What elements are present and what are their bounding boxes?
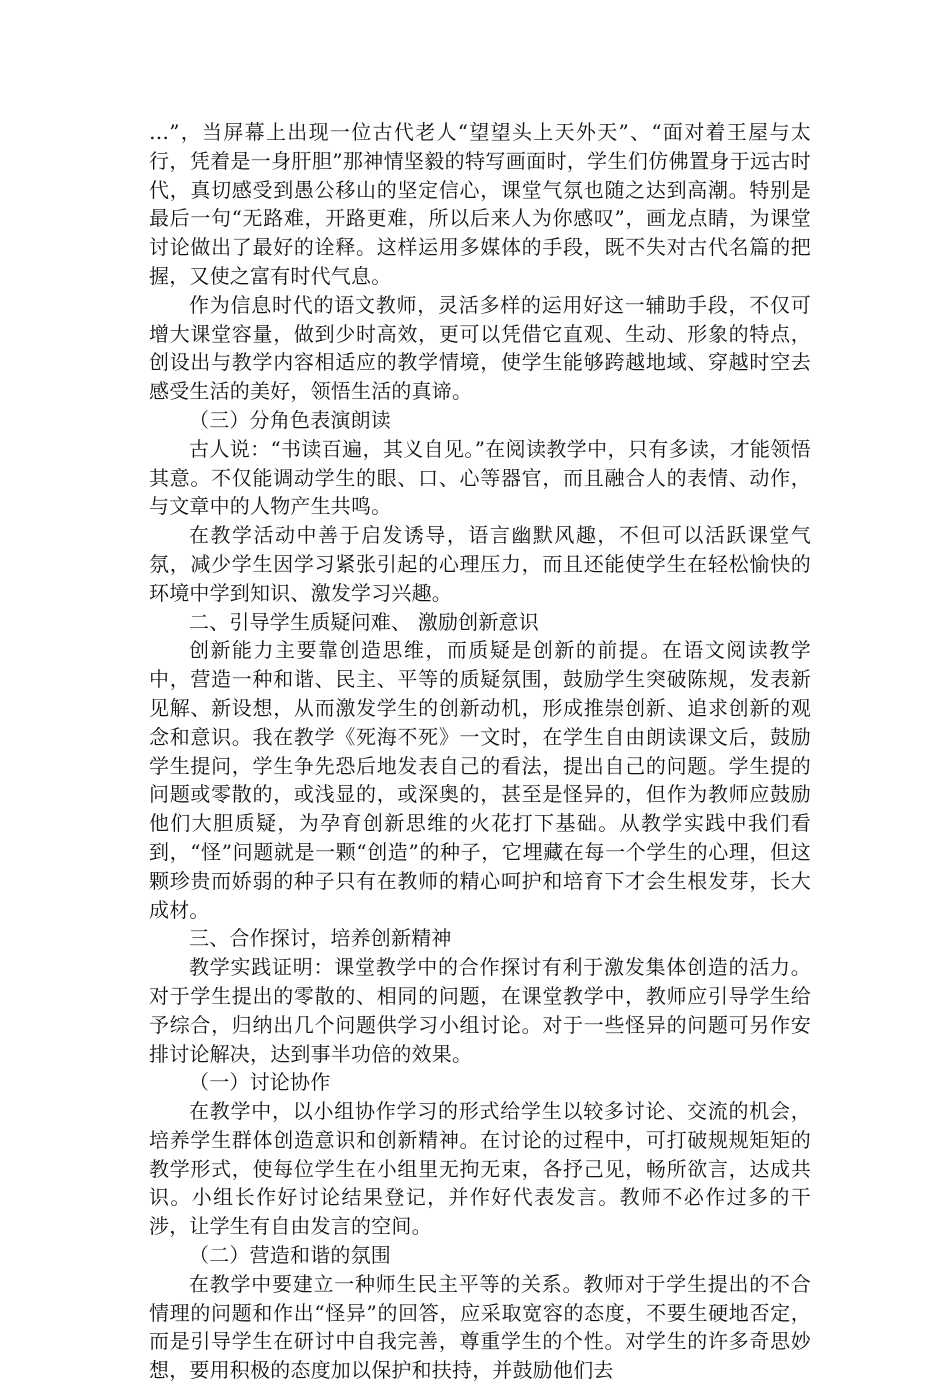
section-heading: 三、合作探讨，培养创新精神: [189, 926, 452, 951]
paragraph: 作为信息时代的语文教师，灵活多样的运用好这一辅助手段，不仅可增大课堂容量，做到少时高效，更可以凭借它直观、生动、形象的特点，创设出与教学内容相适应的教学情境，使学生能够跨越地域、穿越时空去感受生活的美好，领悟生活的真谛。: [149, 292, 811, 404]
section-subheading: （二）营造和谐的氛围: [189, 1243, 391, 1268]
paragraph: 教学实践证明：课堂教学中的合作探讨有利于激发集体创造的活力。对于学生提出的零散的、相同的问题，在课堂教学中，教师应引导学生给予综合，归纳出几个问题供学习小组讨论。对于一些怪异的问题可另作安排讨论解决，达到事半功倍的效果。: [149, 955, 811, 1066]
paragraph: 在教学中要建立一种师生民主平等的关系。教师对于学生提出的不合情理的问题和作出“怪异”的回答，应采取宽容的态度，不要生硬地否定，而是引导学生在研讨中自我完善，尊重学生的个性。对学生的许多奇思妙想，要用积极的态度加以保护和扶持，并鼓励他们去: [149, 1271, 811, 1383]
paragraph: 创新能力主要靠创造思维，而质疑是创新的前提。在语文阅读教学中，营造一种和谐、民主、平等的质疑氛围，鼓励学生突破陈规，发表新见解、新设想，从而激发学生的创新动机，形成推崇创新、追求创新的观念和意识。我在教学《死海不死》一文时，在学生自由朗读课文后，鼓励学生提问，学生争先恐后地发表自己的看法，提出自己的问题。学生提的问题或零散的，或浅显的，或深奥的，甚至是怪异的，但作为教师应鼓励他们大胆质疑，为孕育创新思维的火花打下基础。从教学实践中我们看到，“怪”问题就是一颗“创造”的种子，它埋藏在每一个学生的心理，但这颗珍贵而娇弱的种子只有在教师的精心呵护和培育下才会生根发芽，长大成材。: [149, 638, 811, 922]
section-heading: 二、引导学生质疑问难、 激励创新意识: [189, 609, 539, 634]
paragraph: 古人说：“书读百遍，其义自见。”在阅读教学中，只有多读，才能领悟其意。不仅能调动学生的眼、口、心等器官，而且融合人的表情、动作，与文章中的人物产生共鸣。: [149, 436, 811, 519]
document-body: [149, 118, 811, 1385]
section-subheading: （一）讨论协作: [189, 1070, 331, 1095]
paragraph: 在教学中，以小组协作学习的形式给学生以较多讨论、交流的机会，培养学生群体创造意识和创新精神。在讨论的过程中，可打破规规矩矩的教学形式，使每位学生在小组里无拘无束，各抒己见，畅所欲言，达成共识。小组长作好讨论结果登记，并作好代表发言。教师不必作过多的干涉，让学生有自由发言的空间。: [149, 1099, 811, 1239]
paragraph: 在教学活动中善于启发诱导，语言幽默风趣，不但可以活跃课堂气氛，减少学生因学习紧张引起的心理压力，而且还能使学生在轻松愉快的环境中学到知识、激发学习兴趣。: [149, 523, 811, 605]
paragraph: …”，当屏幕上出现一位古代老人“望望头上天外天”、“面对着王屋与太行，凭着是一身肝胆”那神情坚毅的特写画面时，学生们仿佛置身于远古时代，真切感受到愚公移山的坚定信心，课堂气氛也随之达到高潮。特别是最后一句“无路难，开路更难，所以后来人为你感叹”，画龙点睛，为课堂讨论做出了最好的诠释。这样运用多媒体的手段，既不失对古代名篇的把握，又使之富有时代气息。: [149, 120, 811, 288]
section-subheading: （三）分角色表演朗读: [189, 407, 391, 432]
